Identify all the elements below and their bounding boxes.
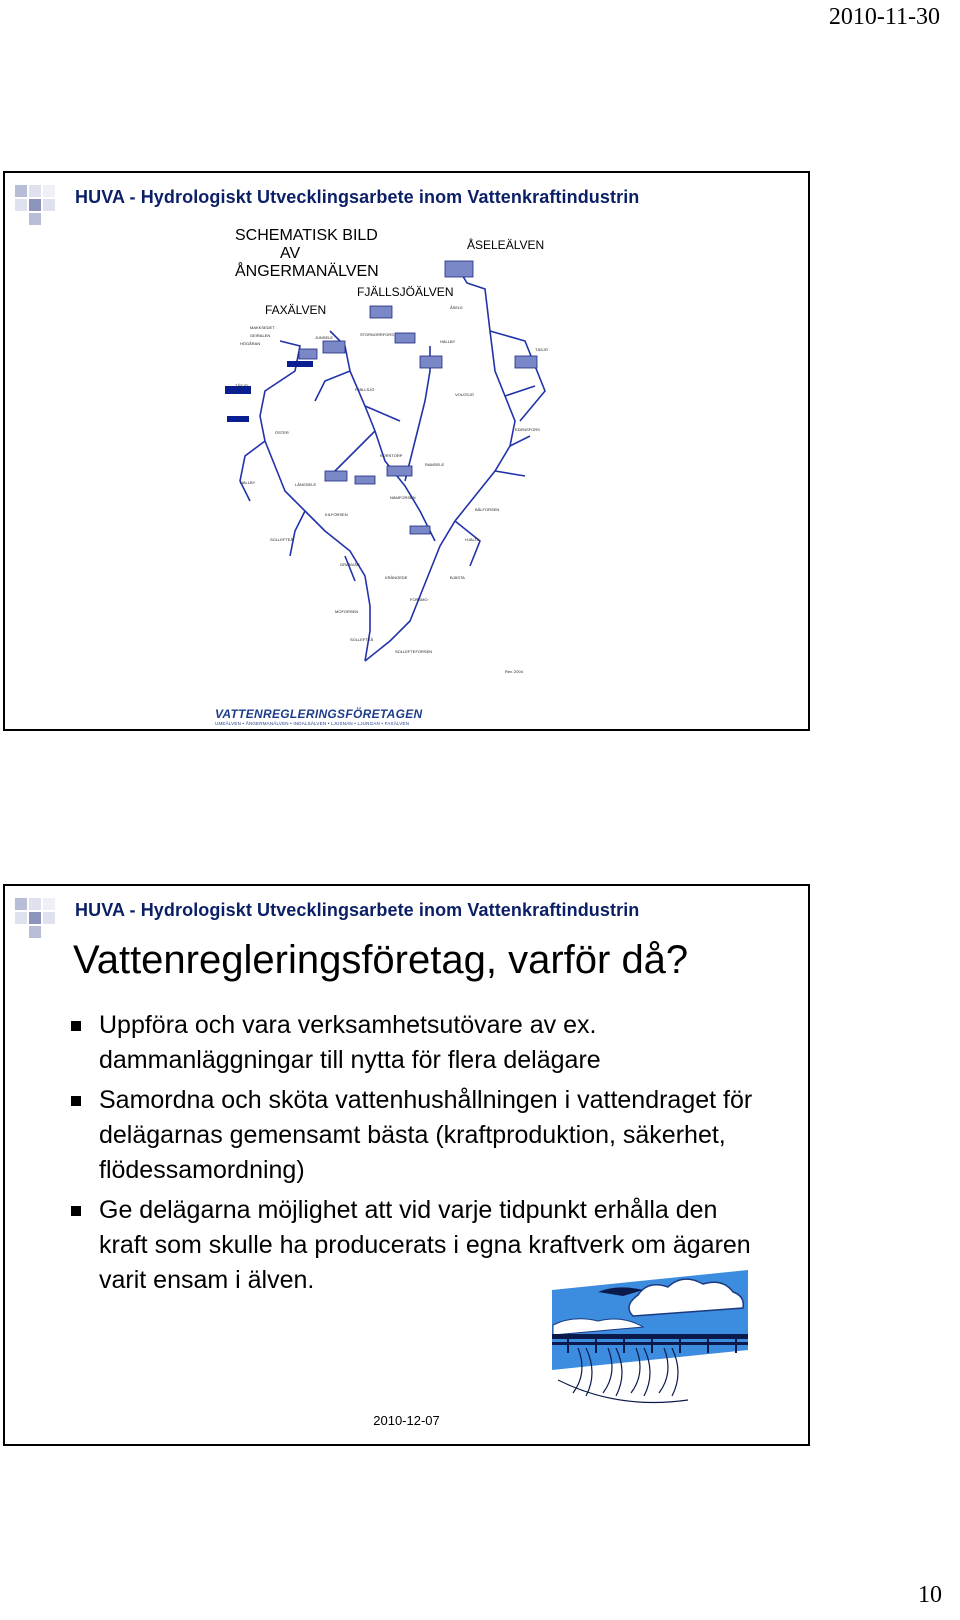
diagram-title-line-2: AV <box>280 245 301 262</box>
svg-text:BÅLFORSEN: BÅLFORSEN <box>475 507 500 512</box>
bullet-item <box>69 1083 759 1188</box>
svg-text:HÖGÅRAN: HÖGÅRAN <box>240 341 261 346</box>
slide-header: HUVA - Hydrologiskt Utvecklingsarbete inom Vattenkraftindustrin <box>75 900 640 920</box>
svg-text:MOFORSEN: MOFORSEN <box>335 609 359 614</box>
svg-text:FORSMO: FORSMO <box>410 597 428 602</box>
svg-text:TÅSJÖ: TÅSJÖ <box>235 383 248 388</box>
river-system-diagram <box>205 221 625 681</box>
bullet-marker <box>71 1206 81 1216</box>
svg-text:Rev. 2004: Rev. 2004 <box>505 669 523 674</box>
svg-text:HJÄLTA: HJÄLTA <box>465 537 480 542</box>
svg-text:NÄMFORSEN: NÄMFORSEN <box>390 495 416 500</box>
svg-text:MAKKSEDET: MAKKSEDET <box>250 325 275 330</box>
diagram-label-faxalven: FAXÄLVEN <box>265 303 327 317</box>
svg-text:ÅSELE: ÅSELE <box>450 305 463 310</box>
svg-text:STORNORRFORS: STORNORRFORS <box>360 332 394 337</box>
vattenregleringsforetagen-logo <box>215 707 423 726</box>
slide-title: Vattenregleringsföretag, varför då? <box>73 938 689 982</box>
slide-logo-squares <box>13 181 79 227</box>
dam-clipart-illustration <box>538 1270 758 1410</box>
svg-text:LÅNGSELE: LÅNGSELE <box>295 482 317 487</box>
slide-1 <box>3 171 810 731</box>
svg-text:SOLLEFTEÅ: SOLLEFTEÅ <box>350 637 374 642</box>
bullet-text: Samordna och sköta vattenhushållningen i vattendraget för delägarnas gemensamt bästa (kraftproduktion, säkerhet, flödessamordning) <box>99 1086 753 1184</box>
slide-date: 2010-12-07 <box>373 1413 440 1428</box>
svg-text:SOLLEFTEFORSEN: SOLLEFTEFORSEN <box>395 649 433 654</box>
svg-text:HÄLLBY: HÄLLBY <box>240 480 256 485</box>
svg-text:HÄLLBY: HÄLLBY <box>440 339 456 344</box>
svg-text:JUNSELE: JUNSELE <box>315 335 334 340</box>
svg-text:RAMSELE: RAMSELE <box>425 462 445 467</box>
svg-text:GEIRALEN: GEIRALEN <box>250 333 271 338</box>
bullet-text: Uppföra och vara verksamhetsutövare av ex. dammanläggningar till nytta för flera delägare <box>99 1011 601 1074</box>
svg-text:KILFORSEN: KILFORSEN <box>325 512 348 517</box>
bullet-marker <box>71 1096 81 1106</box>
diagram-title-line-1: SCHEMATISK BILD <box>235 227 378 244</box>
bullet-marker <box>71 1021 81 1031</box>
svg-text:VOLGSJÖ: VOLGSJÖ <box>455 392 474 397</box>
svg-text:TÄSJÖ: TÄSJÖ <box>535 347 548 352</box>
diagram-label-fjallsjoalven: FJÄLLSJÖÄLVEN <box>357 285 454 299</box>
svg-text:EDENSFORS: EDENSFORS <box>515 427 540 432</box>
bullet-text: Ge delägarna möjlighet att vid varje tidpunkt erhålla den kraft som skulle ha producerats i egna kraftverk om ägaren varit ensam i älven. <box>99 1196 751 1294</box>
svg-text:ÖSTER: ÖSTER <box>275 430 289 435</box>
diagram-title-line-3: ÅNGERMANÄLVEN <box>235 263 379 280</box>
svg-text:KRÅNGEDE: KRÅNGEDE <box>385 575 408 580</box>
bullet-list <box>69 1008 759 1303</box>
vrf-logo-name: VATTENREGLERINGSFÖRETAGEN <box>215 707 423 721</box>
slide-logo-squares <box>13 894 79 940</box>
svg-text:SOLLEFTEÅ: SOLLEFTEÅ <box>270 537 294 542</box>
svg-text:GRANVÅG: GRANVÅG <box>340 562 361 567</box>
slide-header: HUVA - Hydrologiskt Utvecklingsarbete inom Vattenkraftindustrin <box>75 187 640 207</box>
svg-text:FJÄLLSJÖ: FJÄLLSJÖ <box>355 387 375 392</box>
svg-text:KORSTORP: KORSTORP <box>380 453 403 458</box>
page-date: 2010-11-30 <box>828 4 940 30</box>
diagram-label-aselealven: ÅSELEÄLVEN <box>467 238 545 252</box>
page-number: 10 <box>918 1582 942 1608</box>
svg-text:BJÄSTA: BJÄSTA <box>450 575 465 580</box>
vrf-logo-rivers: UMEÄLVEN • ÅNGERMANÄLVEN • INDALSÄLVEN • LJUSNAN • LJUNGAN • FAXÄLVEN <box>215 721 410 726</box>
slide-2 <box>3 884 810 1446</box>
bullet-item <box>69 1008 759 1078</box>
